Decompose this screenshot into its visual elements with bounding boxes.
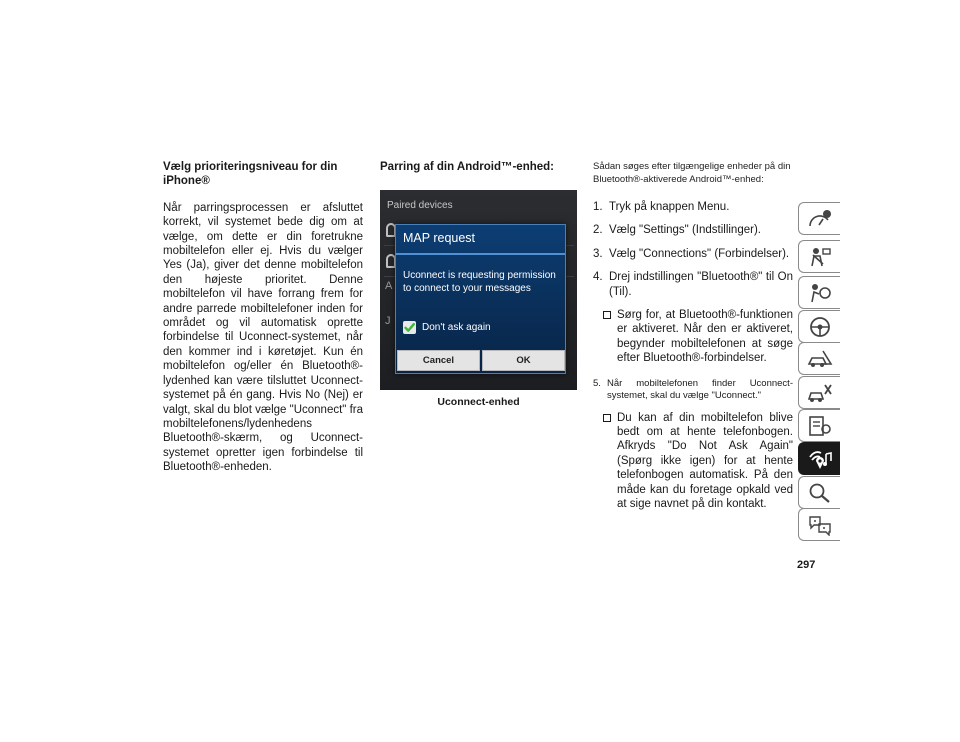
steering-wheel-icon [807,316,833,338]
dont-ask-again-label: Don't ask again [422,322,491,333]
map-request-dialog [395,224,566,374]
dont-ask-again-checkbox[interactable] [403,321,416,334]
step-number: 3. [593,247,603,260]
step-text: Når mobiltelefonen finder Uconnect-systemet, skal du vælge "Uconnect." [607,377,793,402]
list-item [593,223,793,237]
steps-list [593,200,793,299]
list-item [593,378,793,403]
tab-multimedia[interactable] [798,442,840,475]
list-item [593,247,793,261]
square-bullet-icon [603,311,611,319]
step-number: 1. [593,201,603,213]
tab-index[interactable] [798,476,840,509]
multimedia-icon [807,448,833,470]
section-heading-iphone-priority: Vælg prioriteringsniveau for din iPhone® [163,161,338,188]
dialog-message: Uconnect is requesting permission to connect to your messages [403,270,556,294]
tab-driving[interactable] [798,310,840,343]
list-item [593,270,793,299]
service-tools-icon [807,382,833,404]
dashboard-info-icon [807,208,833,230]
square-bullet-icon [603,414,611,422]
tab-emergency[interactable] [798,342,840,375]
bullet-note [603,411,793,512]
uconnect-screen-image [380,190,577,390]
warning-car-icon [807,348,833,370]
paired-devices-header: Paired devices [387,200,453,211]
cancel-button[interactable]: Cancel [397,350,480,371]
bullet-text: Du kan af din mobiltelefon blive bedt om at hente telefonbogen. Afkryds "Do Not Ask Again" (Spørg ikke igen) for at hente telefonbogen automatisk. På den måde kan du foretage opkald ved at sige navnet på din kontakt. [617,411,793,511]
page-number: 297 [797,559,816,571]
dialog-title: MAP request [403,231,476,245]
index-search-icon [807,482,833,504]
specifications-icon [807,415,833,437]
step-number: 2. [593,224,603,237]
tab-safety[interactable] [798,240,840,273]
background-list-letter: J [385,315,391,327]
tab-airbag[interactable] [798,276,840,309]
figure-caption: Uconnect-enhed [437,396,520,408]
checkmark-icon [403,321,416,334]
paragraph-priority-description: Når parringsprocessen er afsluttet korrekt, vil systemet bede dig om at vælge, om dette er din foretrukne mobiltelefon eller ej. Hvis du vælger Yes (Ja), giver det denne mobiltelefon den højeste prioritet. Denne mobiltelefon vil have forrang frem for andre parrede mobiltelefoner inden for området og vil automatisk oprette forbindelse til Uconnect-systemet, når den kommer ind i køretøjet. Kun én mobiltelefon og/eller én Bluetooth®-lydenhed kan være tilsluttet Uconnect-systemet på én gang. Hvis No (Nej) er valgt, skal du blot vælge "Uconnect" fra mobiltelefonens/lydenhedens Bluetooth®-skærm, og Uconnect-systemet opretter igen forbindelse til Bluetooth®-enheden. [163,201,363,474]
step-text: Drej indstillingen "Bluetooth®" til On (Til). [609,271,793,298]
search-intro: Sådan søges efter tilgængelige enheder på din Bluetooth®-aktiverede Android™-enhed: [593,161,791,185]
seat-belt-icon [807,246,833,268]
dialog-divider [396,253,565,255]
ok-button[interactable]: OK [482,350,565,371]
list-item [593,200,793,214]
section-heading-android-pairing: Parring af din Android™-enhed: [380,161,554,173]
background-list-letter: A [385,280,393,292]
step-number: 4. [593,271,603,284]
airbag-icon [807,282,833,304]
right-column [593,160,793,524]
step-number: 5. [593,377,601,389]
languages-icon [807,514,833,536]
left-column [163,160,363,475]
step-text: Vælg "Connections" (Forbindelser). [609,247,790,260]
bullet-note [603,308,793,366]
bullet-text: Sørg for, at Bluetooth®-funktionen er aktiveret. Når den er aktiveret, begynder mobiltelefonen at søge efter Bluetooth®-forbindelser. [617,309,793,365]
tab-dashboard-info[interactable] [798,202,840,235]
step-text: Vælg "Settings" (Indstillinger). [609,224,761,237]
middle-column [380,160,580,186]
step-text: Tryk på knappen Menu. [609,201,730,213]
tab-specifications[interactable] [798,409,840,442]
tab-languages[interactable] [798,508,840,541]
tab-service[interactable] [798,376,840,409]
